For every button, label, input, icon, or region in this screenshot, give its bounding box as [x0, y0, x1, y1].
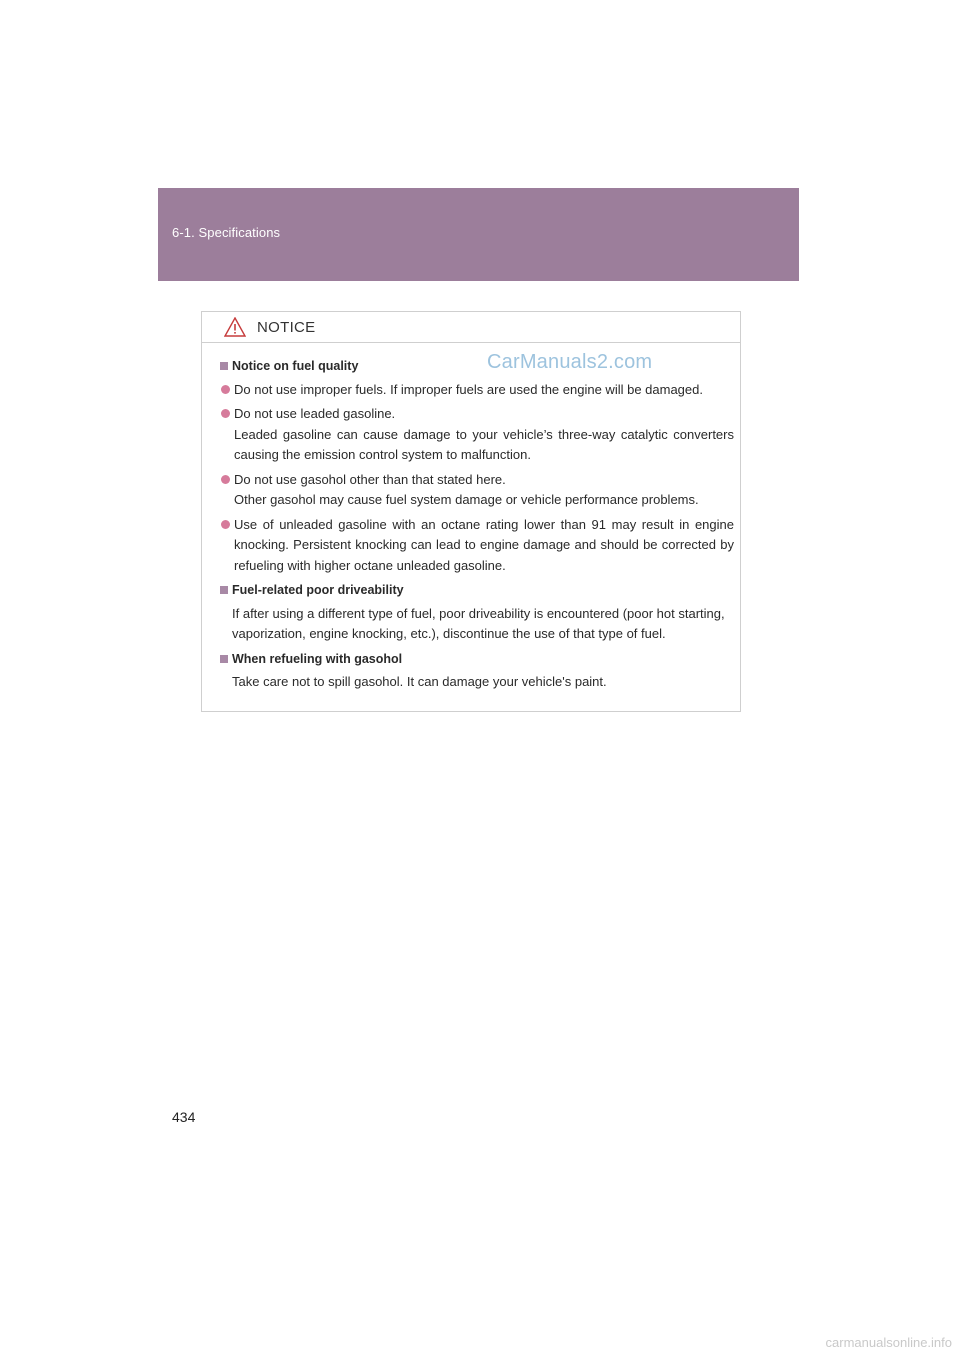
page-number: 434: [172, 1109, 196, 1125]
bullet-gasohol: [220, 470, 734, 511]
bullet-text: Leaded gasoline can cause damage to your vehicle’s three-way catalytic converters causing the emission control system to malfunction.: [234, 426, 734, 462]
notice-body: [202, 343, 740, 693]
notice-box: [201, 311, 741, 712]
notice-title: NOTICE: [257, 319, 316, 336]
bullet-leaded-gasoline: [220, 404, 734, 466]
bullet-text: Use of unleaded gasoline with an octane rating lower than 91 may result in engine knocking. Persistent knocking can lead to engine damage and should be corrected by refueling with higher octane unleaded gasoline.: [234, 516, 734, 573]
bullet-text: Do not use gasohol other than that stated here.: [234, 471, 506, 487]
bullet-octane: [220, 515, 734, 577]
bullet-text: Other gasohol may cause fuel system damage or vehicle performance problems.: [234, 492, 699, 507]
watermark: CarManuals2.com: [487, 351, 653, 373]
gasohol-text: Take care not to spill gasohol. It can damage your vehicle's paint.: [232, 674, 607, 689]
driveability-text: If after using a different type of fuel, poor driveability is encountered (poor hot starting, vaporization, engine knocking, etc.), discontinue the use of that type of fuel.: [232, 605, 725, 641]
section-heading-gasohol: When refueling with gasohol: [220, 649, 734, 670]
bullet-improper-fuels: [220, 380, 734, 401]
chapter-header-band: [158, 188, 799, 281]
section-heading-driveability: Fuel-related poor driveability: [220, 580, 734, 601]
bullet-text: Do not use leaded gasoline.: [234, 406, 396, 421]
warning-icon: [224, 317, 246, 337]
footer-watermark: carmanualsonline.info: [825, 1335, 952, 1350]
section-title: 6-1. Specifications: [172, 225, 281, 240]
bullet-text: Do not use improper fuels. If improper fuels are used the engine will be damaged.: [234, 381, 703, 397]
section-heading-fuel-quality: Notice on fuel quality: [220, 356, 734, 377]
notice-header: [202, 312, 740, 343]
